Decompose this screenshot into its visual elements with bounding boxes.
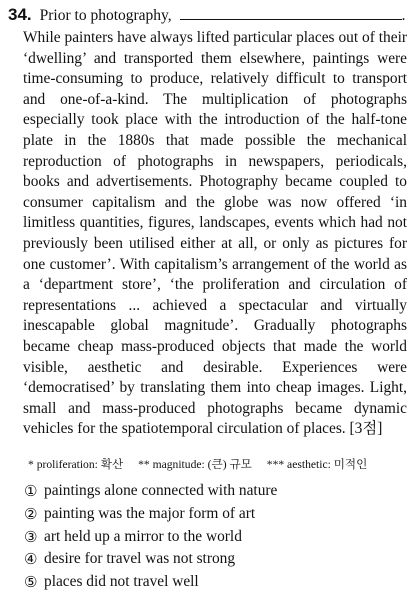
answer-blank bbox=[180, 4, 402, 20]
choice-2[interactable] bbox=[24, 503, 408, 526]
choice-text: art held up a mirror to the world bbox=[44, 527, 242, 545]
choice-4[interactable] bbox=[24, 548, 408, 571]
choice-marker: ⑤ bbox=[24, 573, 38, 592]
passage-text: While painters have always lifted particular places out of their ‘dwelling’ and transported them elsewhere, paintings were time-consuming to produce, relatively difficult to transport and one-of-a-kind. The multiplication of photographs especially took place with the introduction of the half-tone plate in the 1880s that made possible the mechanical reproduction of photographs in newspapers, periodicals, books and advertisements. Photography became coupled to consumer capitalism and the globe was now offered ‘in limitless quantities, figures, landscapes, events which had not previously been utilised either at all, or only as pictures for one customer’. With capitalism’s arrangement of the world as a ‘department store’, ‘the proliferation and circulation of representations ... achieved a spectacular and virtually inescapable global magnitude’. Gradually photographs became cheap mass-produced objects that made the world visible, aesthetic and desirable. Experiences were ‘democratised’ by translating them into cheap images. Light, small and mass-produced photographs became dynamic vehicles for the spatiotemporal circulation of places. bbox=[23, 29, 407, 438]
choice-text: paintings alone connected with nature bbox=[44, 482, 278, 499]
question-stem: Prior to photography, bbox=[39, 7, 172, 24]
question-period: . bbox=[401, 7, 406, 24]
choice-text: places did not travel well bbox=[44, 573, 199, 591]
points-label: [3점] bbox=[349, 420, 383, 438]
footnote-magnitude: ** magnitude: (큰) 규모 bbox=[138, 458, 252, 471]
footnote-aesthetic: *** aesthetic: 미적인 bbox=[266, 458, 368, 471]
choice-marker: ① bbox=[24, 482, 38, 500]
choice-1[interactable] bbox=[24, 480, 408, 503]
choice-marker: ② bbox=[24, 504, 38, 523]
question-header bbox=[8, 4, 412, 28]
choice-marker: ③ bbox=[24, 527, 38, 546]
choice-text: desire for travel was not strong bbox=[44, 550, 236, 568]
passage bbox=[23, 28, 407, 440]
choice-3[interactable] bbox=[24, 526, 408, 549]
footnote-proliferation: * proliferation: 확산 bbox=[28, 458, 124, 471]
vocabulary-footnotes bbox=[28, 456, 412, 472]
choice-5[interactable] bbox=[24, 571, 408, 594]
choice-text: painting was the major form of art bbox=[44, 504, 256, 522]
question-number: 34. bbox=[8, 5, 32, 24]
answer-choices bbox=[24, 480, 408, 594]
choice-marker: ④ bbox=[24, 550, 38, 569]
